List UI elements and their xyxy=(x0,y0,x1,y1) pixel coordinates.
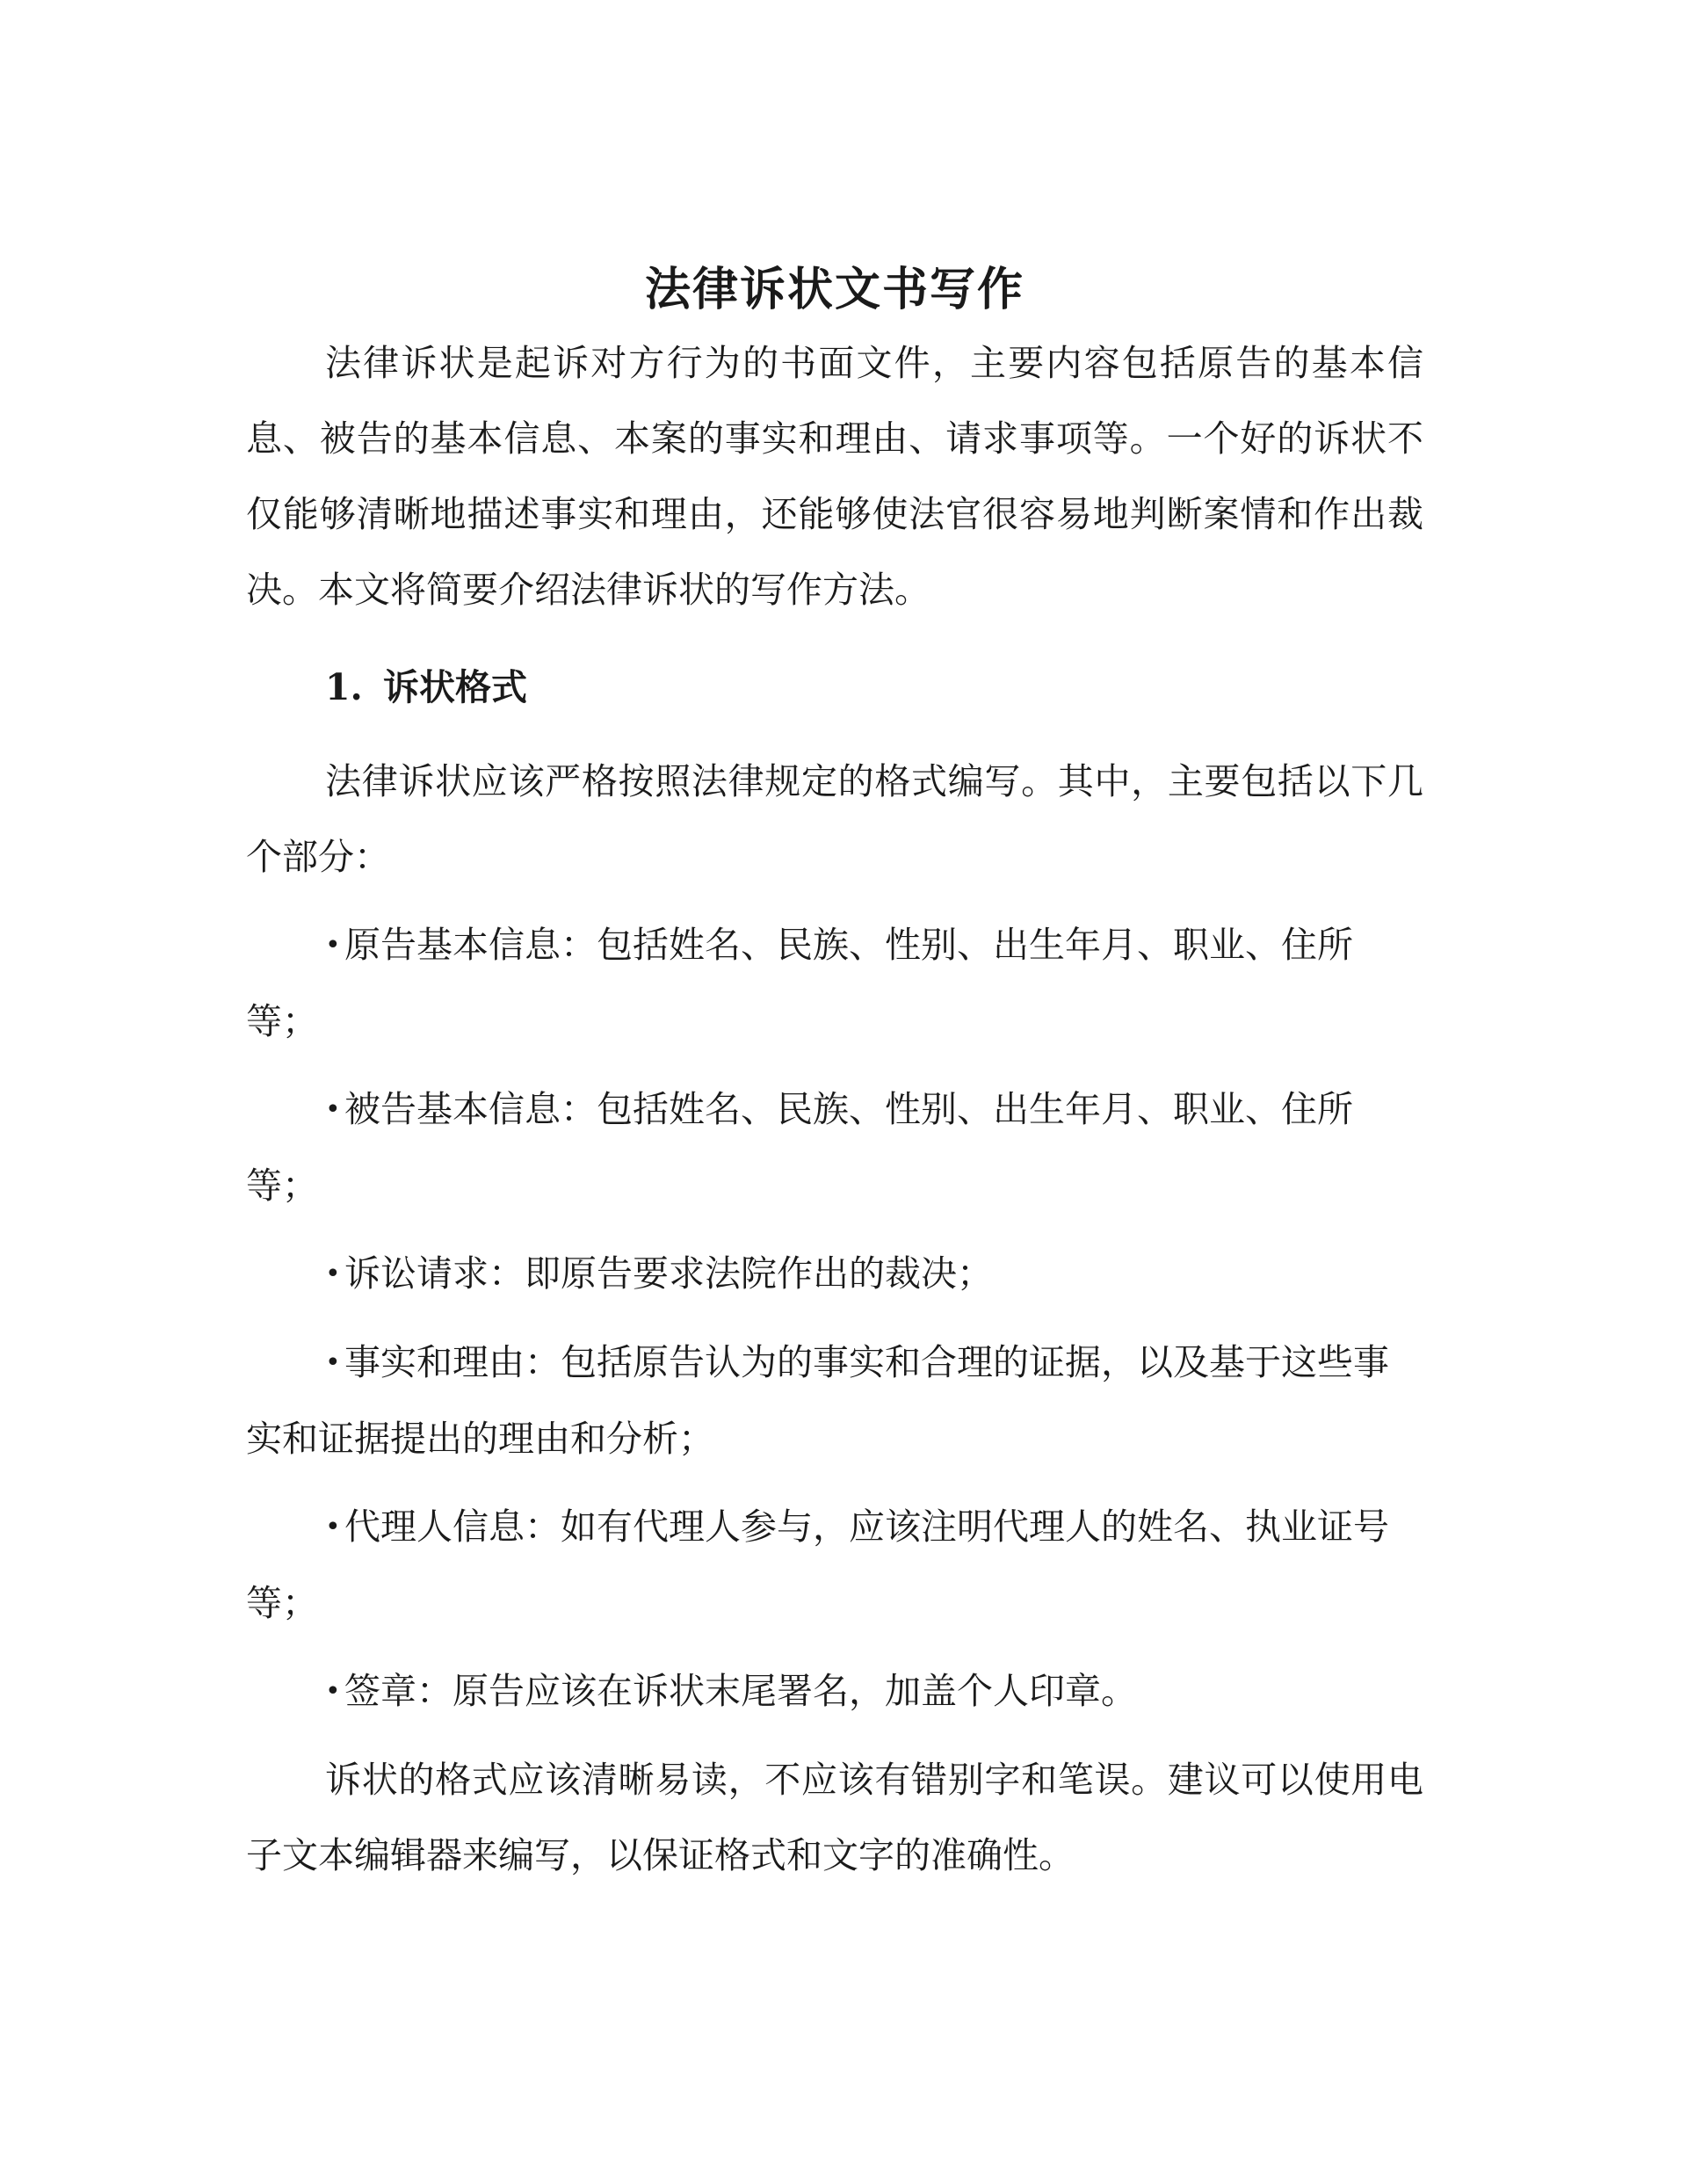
bullet-icon: • xyxy=(325,1094,341,1125)
closing-paragraph: 诉状的格式应该清晰易读，不应该有错别字和笔误。建议可以使用电子文本编辑器来编写，以保证格式和文字的准确性。 xyxy=(246,1759,1423,1876)
list-item xyxy=(246,1071,1423,1223)
document-title: 法律诉状文书写作 xyxy=(644,263,1025,316)
bullet-icon: • xyxy=(325,1259,341,1289)
list-item-text: 事实和理由：包括原告认为的事实和合理的证据，以及基于这些事实和证据提出的理由和分析； xyxy=(246,1341,1389,1460)
list-item xyxy=(246,907,1423,1059)
section-heading xyxy=(246,652,1423,722)
list-item xyxy=(246,1489,1423,1641)
document-body xyxy=(246,255,1423,1893)
list-item-text: 被告基本信息：包括姓名、民族、性别、出生年月、职业、住所等； xyxy=(246,1088,1353,1207)
list-item xyxy=(246,1324,1423,1477)
list-item-text: 签章：原告应该在诉状末尾署名，加盖个人印章。 xyxy=(344,1670,1137,1712)
list-item xyxy=(246,1653,1423,1730)
intro-paragraph: 法律诉状是起诉对方行为的书面文件，主要内容包括原告的基本信息、被告的基本信息、本案的事实和理由、请求事项等。一个好的诉状不仅能够清晰地描述事实和理由，还能够使法官很容易地判断案情和作出裁决。本文将简要介绍法律诉状的写作方法。 xyxy=(246,342,1423,611)
section-lead-paragraph: 法律诉状应该严格按照法律规定的格式编写。其中，主要包括以下几个部分： xyxy=(246,760,1423,878)
bullet-icon: • xyxy=(325,1512,341,1542)
section-number: 1. xyxy=(325,666,363,708)
list-item-text: 诉讼请求：即原告要求法院作出的裁决； xyxy=(344,1252,993,1295)
list-item xyxy=(246,1236,1423,1312)
list-item-text: 代理人信息：如有代理人参与，应该注明代理人的姓名、执业证号等； xyxy=(246,1506,1389,1624)
bullet-icon: • xyxy=(325,1347,341,1378)
bullet-icon: • xyxy=(325,1676,341,1707)
bullet-icon: • xyxy=(325,930,341,961)
section-heading-text: 诉状格式 xyxy=(383,666,527,708)
list-item-text: 原告基本信息：包括姓名、民族、性别、出生年月、职业、住所等； xyxy=(246,924,1353,1042)
